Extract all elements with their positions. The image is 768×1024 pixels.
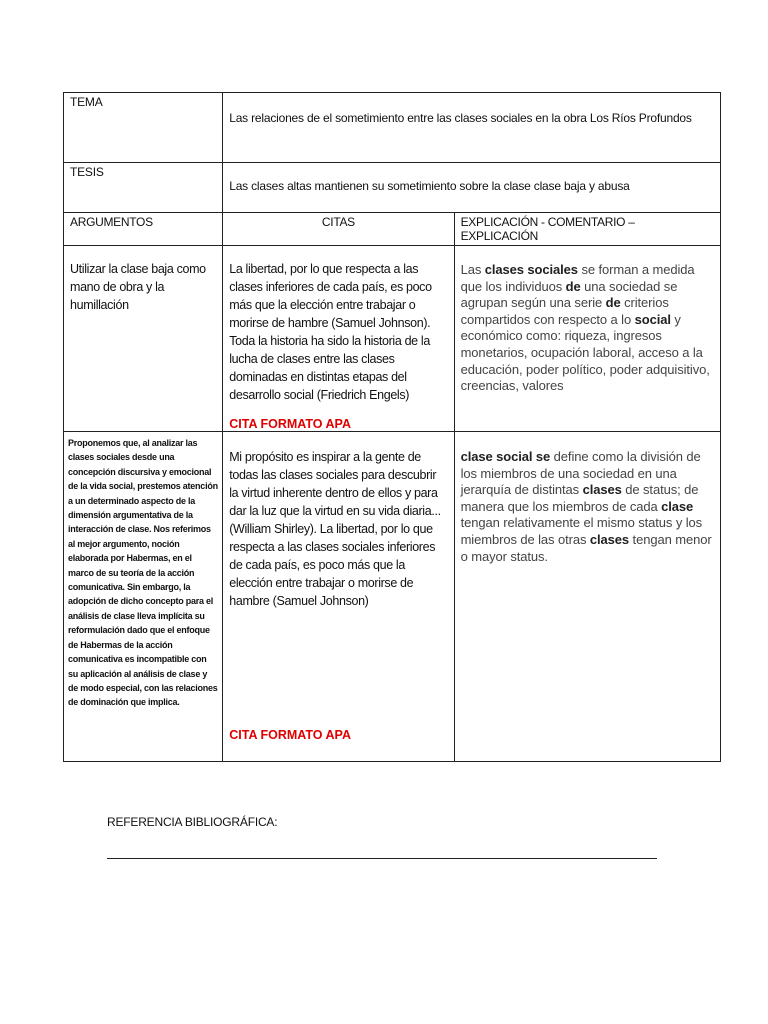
text-run: clases — [589, 531, 630, 547]
text-run: de — [605, 295, 621, 311]
header-argumentos: ARGUMENTOS — [64, 213, 223, 246]
text-run: de — [565, 278, 581, 294]
header-citas: CITAS — [223, 213, 454, 246]
explicacion-1 — [455, 246, 720, 395]
text-run: clase — [661, 498, 694, 514]
text-run: y económico como: riqueza, ingresos monetarios, ocupación laboral, acceso a la educación, poder político, poder adquisitivo, creencias, valores — [460, 311, 710, 394]
header-explicacion: EXPLICACIÓN - COMENTARIO – EXPLICACIÓN — [454, 213, 720, 246]
referencia-label: REFERENCIA BIBLIOGRÁFICA: — [107, 815, 278, 829]
text-run: clases — [582, 482, 622, 498]
referencia-line — [107, 858, 657, 859]
text-run: Las — [460, 262, 485, 277]
tema-value: Las relaciones de el sometimiento entre las clases sociales en la obra Los Ríos Profundos — [229, 111, 692, 125]
tema-label: TEMA — [64, 93, 223, 163]
text-run: define como la división de los miembros de una sociedad en una jerarquía de distintas — [460, 449, 701, 498]
cita-formato-2: CITA FORMATO APA — [229, 728, 351, 742]
tesis-value: Las clases altas mantienen su sometimiento sobre la clase clase baja y abusa — [229, 179, 630, 193]
text-run: clases sociales — [484, 262, 578, 277]
text-run: social — [634, 311, 671, 327]
text-run: clase social se — [460, 449, 551, 464]
text-run: criterios compartidos con respecto a lo — [460, 295, 669, 327]
text-run: tengan menor o mayor status. — [460, 531, 712, 564]
cita-1: La libertad, por lo que respecta a las clases inferiores de cada país, es poco más que la elección entre trabajar o morirse de hambre (Samuel Johnson). Toda la historia ha sido la historia de la lucha de clases entre las clases dominadas en distintas etapas del desarrollo social (Friedrich Engels) — [229, 262, 432, 402]
cita-formato-1: CITA FORMATO APA — [229, 417, 351, 431]
argumento-1: Utilizar la clase baja como mano de obra y la humillación — [70, 262, 206, 312]
argumento-2: Proponemos que, al analizar las clases sociales desde una concepción discursiva y emocional de la vida social, prestemos atención a un determinado aspecto de la dimensión argumentativa de la interacción de clase. Nos referimos al mejor argumento, noción elaborada por Habermas, en el marco de su teoría de la acción comunicativa. Sin embargo, la adopción de dicho concepto para el análisis de clase lleva implícita su reformulación dado que el enfoque de Habermas de la acción comunicativa es incompatible con su aplicación al análisis de clase y de modo especial, con las relaciones de dominación que implica. — [68, 438, 218, 708]
text-run: de status; de manera que los miembros de cada — [460, 482, 699, 514]
tesis-label: TESIS — [64, 163, 223, 213]
cita-2: Mi propósito es inspirar a la gente de todas las clases sociales para descubrir la virtud inherente dentro de ellos y para dar la luz que la virtud en su vida diaria... (William Shirley). La libertad, por lo que respecta a las clases sociales inferiores de cada país, es poco más que la elección entre trabajar o morirse de hambre (Samuel Johnson) — [229, 450, 441, 608]
explicacion-2 — [455, 432, 720, 565]
text-run: una sociedad se agrupan según una serie — [460, 278, 678, 311]
text-run: se forman a medida que los individuos — [460, 262, 695, 294]
essay-outline-table — [63, 92, 721, 762]
text-run: tengan relativamente el mismo status y los miembros de las otras — [460, 515, 703, 547]
